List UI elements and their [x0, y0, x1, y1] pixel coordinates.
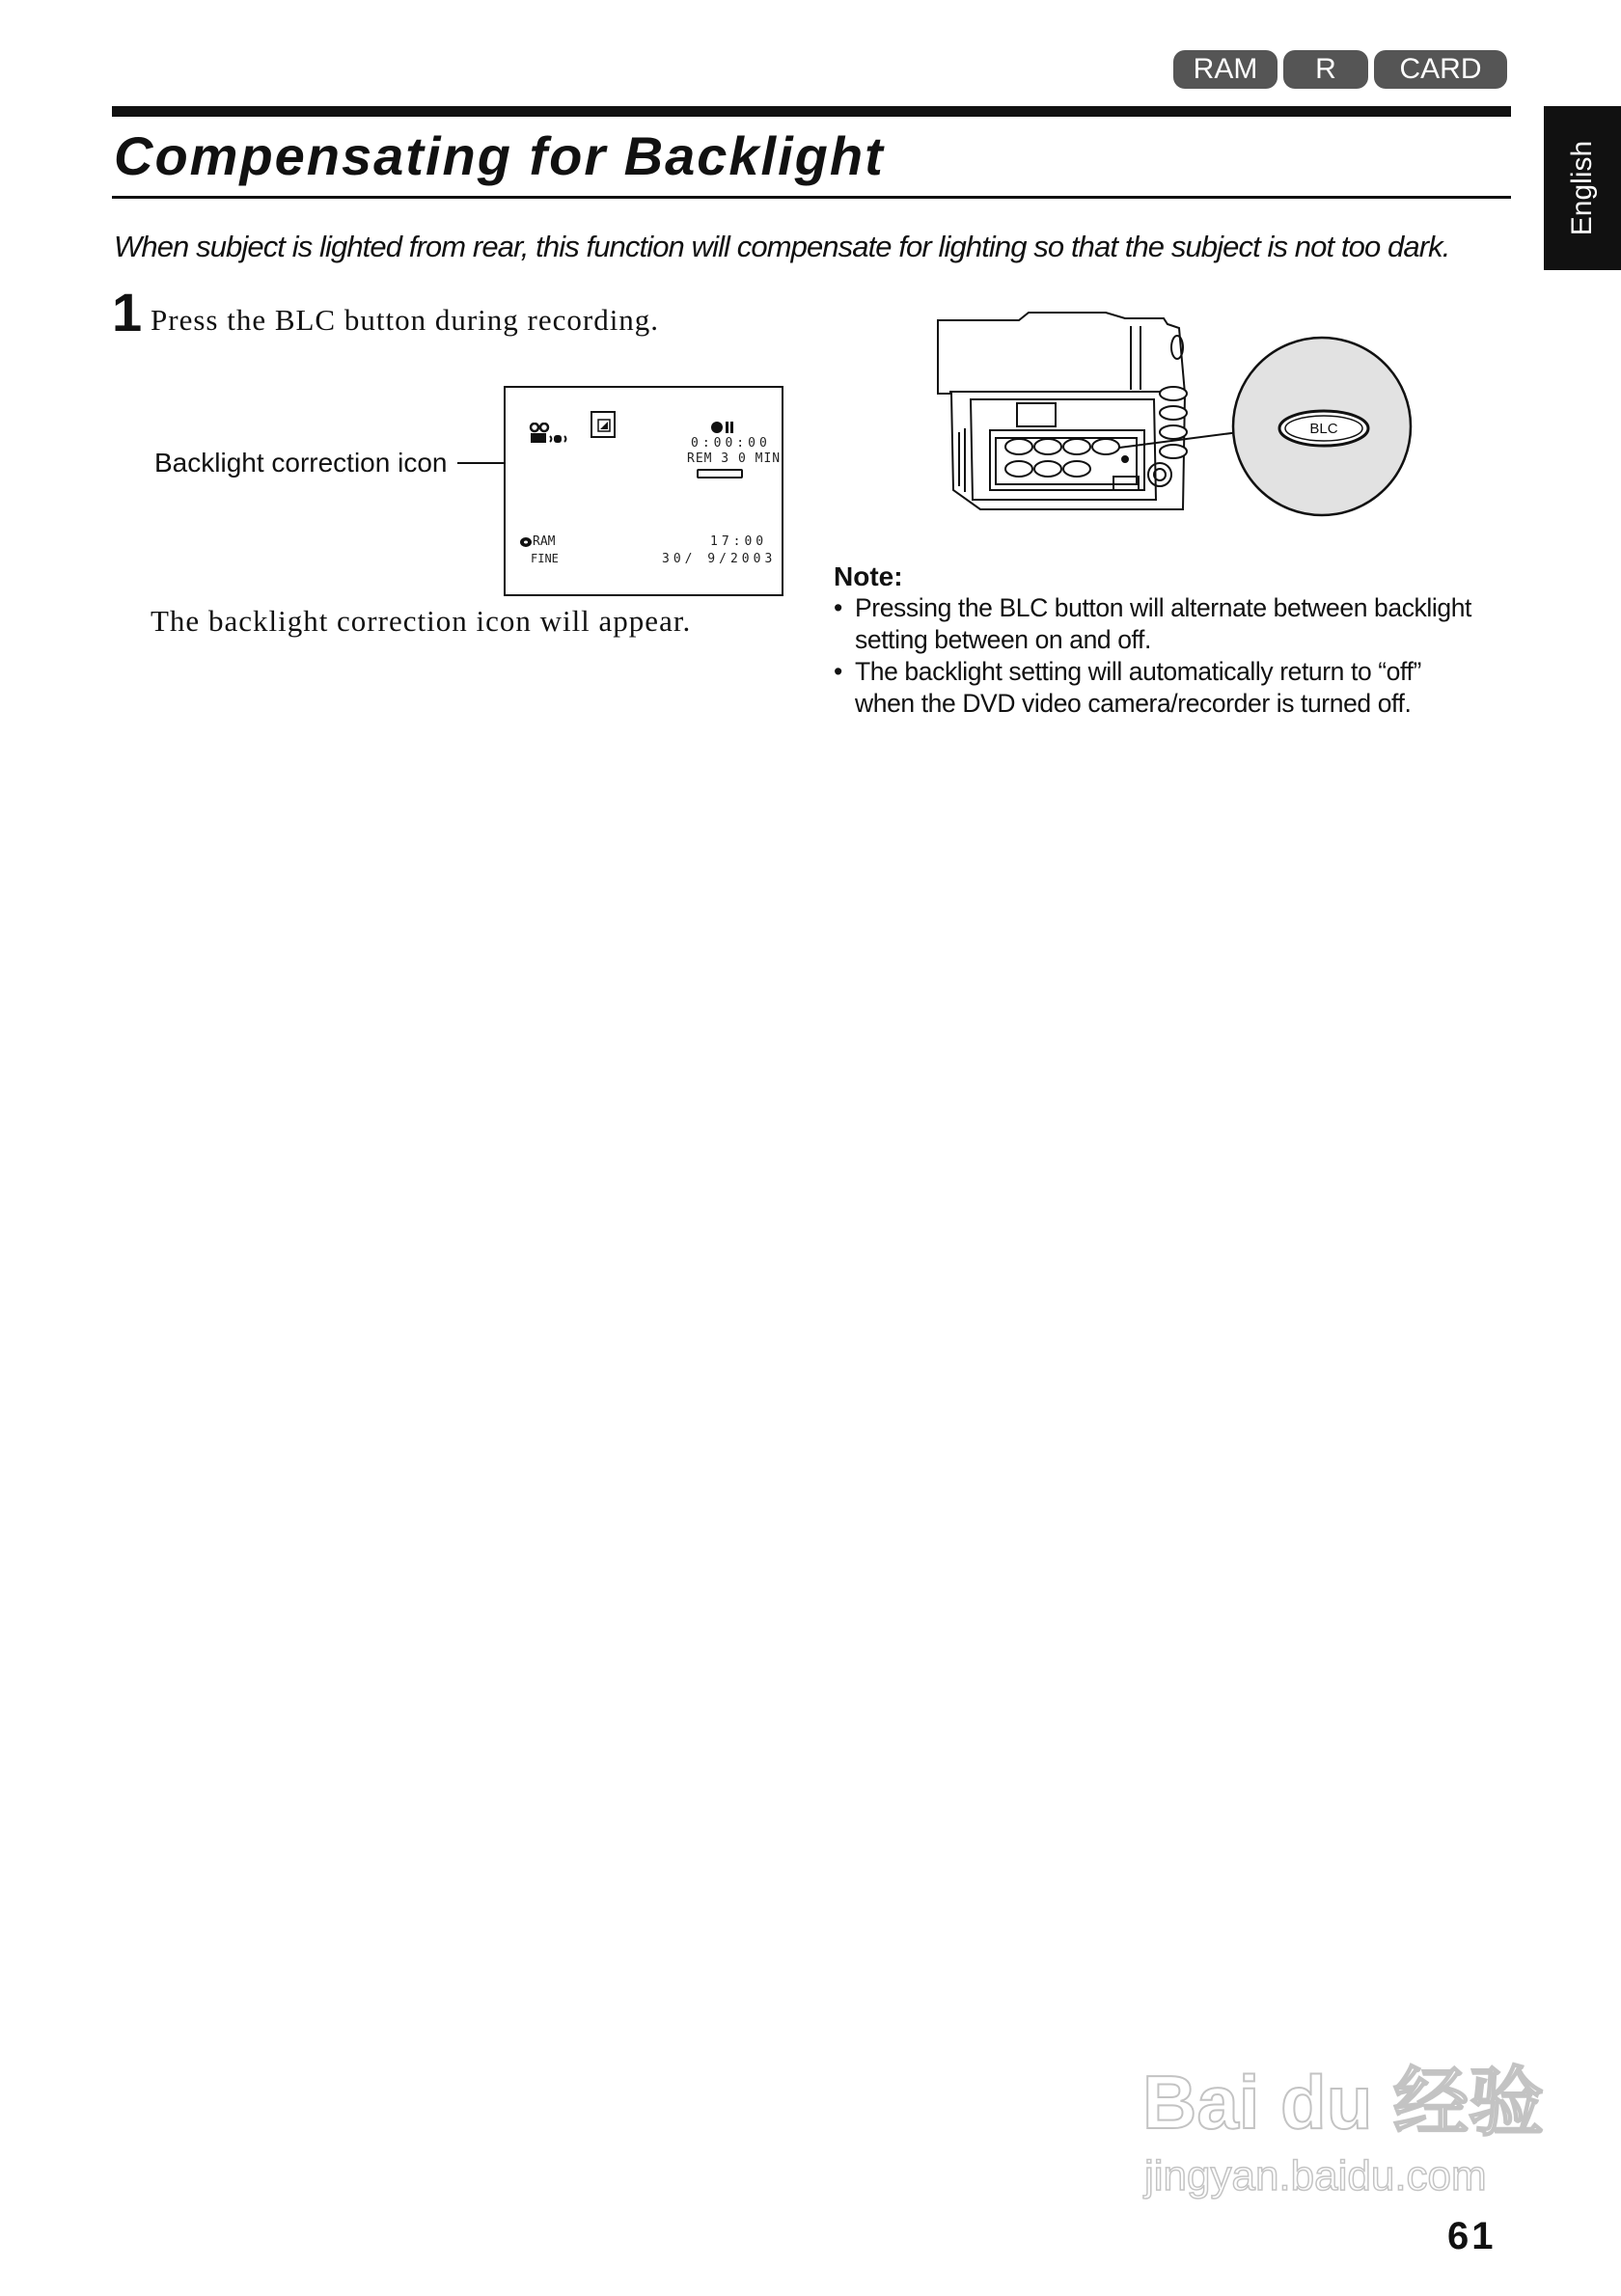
baidu-watermark — [1139, 2045, 1544, 2200]
backlight-icon-frame — [591, 411, 616, 438]
note-item: • The backlight setting will automatically return to “off” when the DVD video camera/recorder is turned off. — [834, 656, 1528, 720]
blc-button-label: BLC — [1309, 421, 1338, 437]
screen-remaining: REM 3 0 MIN — [687, 451, 782, 466]
screen-time: 17:00 — [710, 534, 768, 549]
title-rule-bottom — [112, 196, 1511, 199]
watermark-logo-text: Bai du 经验 — [1142, 2060, 1544, 2145]
note-heading-text: Note — [834, 561, 894, 591]
disc-icon — [519, 536, 533, 548]
battery-icon — [697, 469, 743, 478]
page-number: 61 — [1447, 2215, 1497, 2257]
watermark-url: jingyan.baidu.com — [1144, 2152, 1487, 2200]
language-tab-label: English — [1566, 140, 1598, 236]
title-rule-top — [112, 106, 1511, 117]
step-instruction: Press the BLC button during recording. — [151, 303, 660, 337]
screen-date: 30/ 9/2003 — [662, 552, 777, 566]
language-tab — [1544, 106, 1621, 270]
callout-label: Backlight correction icon — [154, 448, 448, 478]
badge-ram: RAM — [1173, 50, 1278, 89]
note-list — [834, 592, 1528, 720]
record-pause-icon — [710, 421, 737, 436]
backlight-correction-icon — [597, 419, 611, 432]
camera-mode-icon — [529, 423, 575, 451]
page-title: Compensating for Backlight — [114, 125, 885, 186]
media-badges — [1173, 50, 1507, 91]
badge-card: CARD — [1374, 50, 1507, 89]
step-result: The backlight correction icon will appear. — [151, 604, 692, 638]
screen-counter: 0:00:00 — [691, 436, 771, 451]
note-heading: Note: — [834, 561, 903, 591]
badge-r: R — [1283, 50, 1368, 89]
camera-illustration — [932, 307, 1415, 519]
step-number: 1 — [112, 282, 143, 342]
note-item: • Pressing the BLC button will alternate between backlight setting between on and off. — [834, 592, 1528, 656]
intro-text: When subject is lighted from rear, this function will compensate for lighting so that the subject is not too dark. — [114, 230, 1450, 263]
screen-quality: FINE — [531, 552, 559, 565]
viewfinder-screen — [504, 386, 783, 596]
screen-disc-type: RAM — [533, 534, 556, 549]
